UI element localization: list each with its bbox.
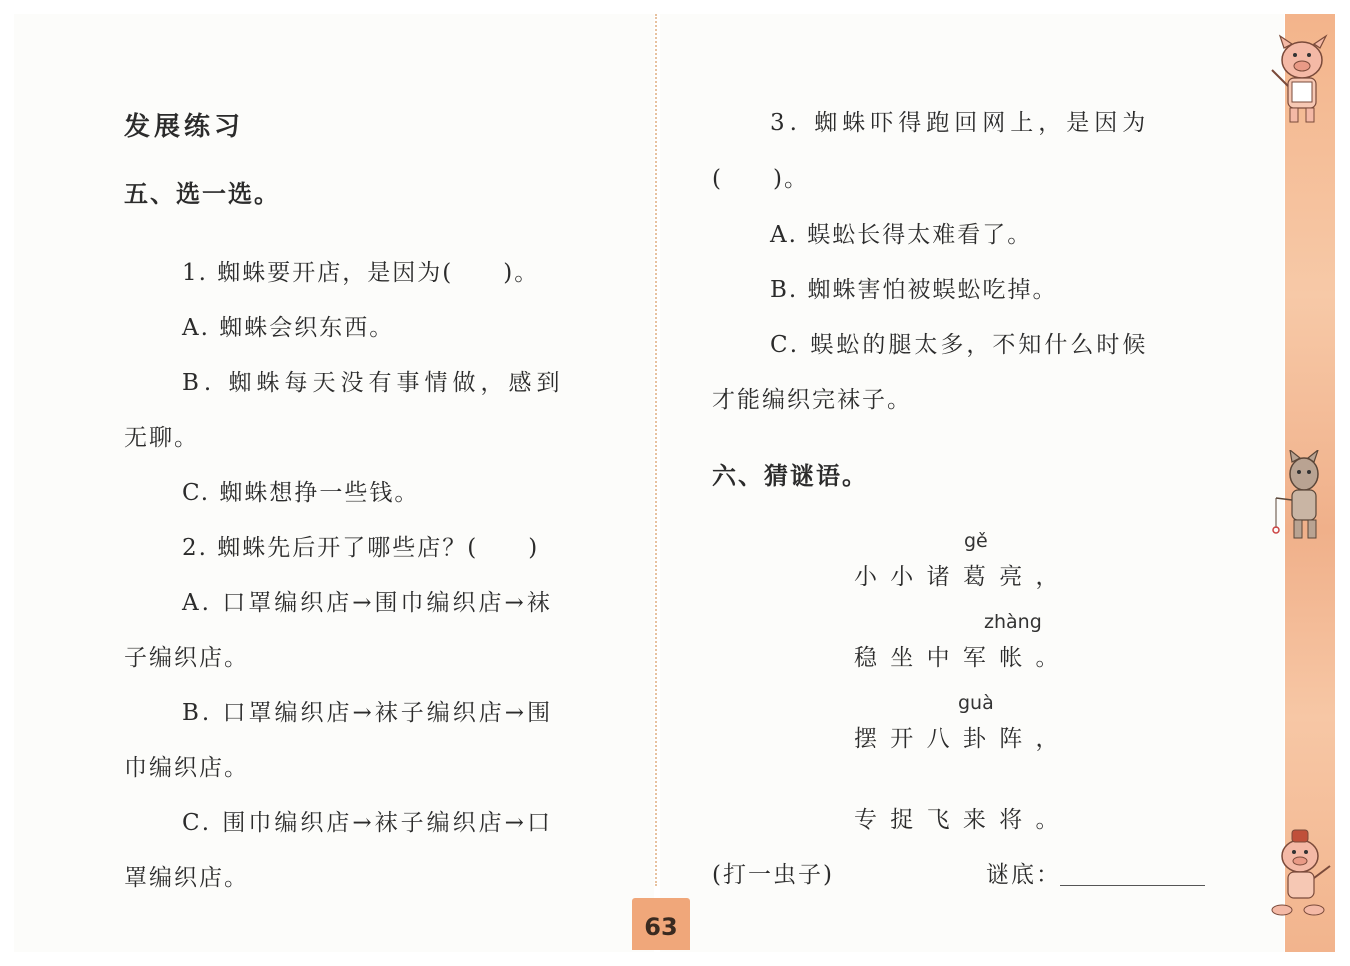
page-number: 63 [632,898,690,950]
question-2-option-c: C. 围巾编织店→袜子编织店→口 [182,810,553,836]
question-1-option-c: C. 蜘蛛想挣一些钱。 [182,480,420,506]
page-heading: 发展练习 [124,112,245,142]
question-2-option-b: B. 口罩编织店→袜子编织店→围 [182,700,554,726]
section-5-title: 五、选一选。 [124,180,280,208]
riddle-line-4: 专 捉 飞 来 将 。 [854,807,1062,833]
question-2-option-a: A. 口罩编织店→围巾编织店→袜 [182,590,553,616]
question-1-option-b-cont: 无聊。 [124,425,199,451]
wolf-mascot-icon [1270,450,1332,550]
pig-mascot-bottom-icon [1268,822,1336,922]
question-3-cont: ( )。 [712,166,809,192]
question-3-option-b: B. 蜘蛛害怕被蜈蚣吃掉。 [770,277,1058,303]
riddle-line-1: 小 小 诸 葛 亮 ， [854,564,1062,590]
pinyin-zhang: zhàng [984,611,1042,633]
answer-blank-line[interactable] [1060,885,1205,886]
riddle-line-2: 稳 坐 中 军 帐 。 [854,645,1062,671]
question-1-option-b: B. 蜘蛛每天没有事情做，感到 [182,370,565,396]
answer-label: 谜底： [986,862,1061,888]
page-fold-divider [655,14,657,886]
question-3-option-c: C. 蜈蚣的腿太多，不知什么时候 [770,332,1149,358]
riddle-line-3: 摆 开 八 卦 阵 ， [854,726,1062,752]
riddle-hint: (打一虫子) [712,862,834,888]
question-2-option-c-cont: 罩编织店。 [124,865,249,891]
pinyin-ge: gě [964,530,988,552]
question-2: 2. 蜘蛛先后开了哪些店？( ) [182,535,540,561]
question-1: 1. 蜘蛛要开店，是因为( )。 [182,260,540,286]
section-6-title: 六、猜谜语。 [712,462,868,490]
question-3-option-a: A. 蜈蚣长得太难看了。 [770,222,1033,248]
pig-mascot-icon [1262,30,1336,130]
question-1-option-a: A. 蜘蛛会织东西。 [182,315,395,341]
pinyin-gua: guà [958,692,994,714]
question-2-option-b-cont: 巾编织店。 [124,755,249,781]
question-3: 3. 蜘蛛吓得跑回网上，是因为 [770,110,1151,136]
question-2-option-a-cont: 子编织店。 [124,645,249,671]
question-3-option-c-cont: 才能编织完袜子。 [712,387,912,413]
